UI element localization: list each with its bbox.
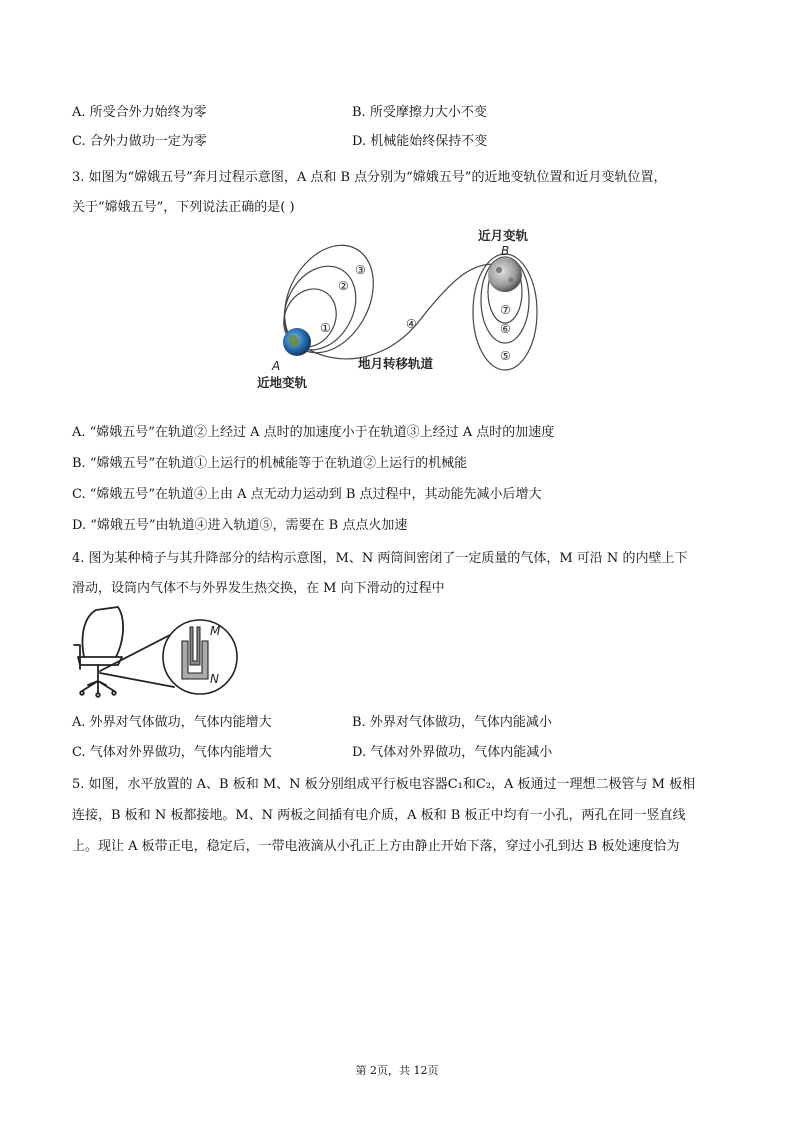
orbit-5-label: ⑤ [500,349,511,363]
q3-option-d: D. “嫦娥五号”由轨道④进入轨道⑤，需要在 B 点点火加速 [72,518,408,533]
q5-line2: 连接，B 板和 N 板都接地。M、N 两板之间插有电介质，A 板和 B 板正中均有一小孔，两孔在同一竖直线 [72,808,686,823]
orbit-1-label: ① [320,321,331,335]
q4-option-b: B. 外界对气体做功，气体内能减小 [352,715,552,730]
orbit-6-label: ⑥ [500,322,511,336]
q3-option-c: C. “嫦娥五号”在轨道④上由 A 点无动力运动到 B 点过程中，其动能先减小后增大 [72,487,542,502]
q3-option-b: B. “嫦娥五号”在轨道①上运行的机械能等于在轨道②上运行的机械能 [72,456,468,471]
q2-option-c: C. 合外力做功一定为零 [72,134,207,149]
q3-orbit-figure [245,220,565,395]
q4-stem-line2: 滑动，设筒内气体不与外界发生热交换，在 M 向下滑动的过程中 [72,581,445,596]
label-m: M [210,624,221,638]
label-near-earth: 近地变轨 [257,375,308,390]
page-footer: 第 2页，共 12页 [355,1064,439,1077]
transfer-orbit-4 [295,264,503,359]
q2-option-a: A. 所受合外力始终为零 [72,105,207,120]
label-b: B [501,244,510,258]
moon-image [488,258,522,292]
orbit-3-label: ③ [355,263,366,277]
orbit-4-label: ④ [406,317,417,331]
q3-option-a: A. “嫦娥五号”在轨道②上经过 A 点时的加速度小于在轨道③上经过 A 点时的加速度 [72,425,555,440]
orbit-2-label: ② [338,279,349,293]
label-transfer-orbit: 地月转移轨道 [358,356,434,371]
q3-stem-line2: 关于“嫦娥五号”，下列说法正确的是( ) [72,200,295,215]
q4-option-a: A. 外界对气体做功，气体内能增大 [72,715,272,730]
q5-line1: 5. 如图，水平放置的 A、B 板和 M、N 板分别组成平行板电容器C₁和C₂，A 板通过一理想二极管与 M 板相 [72,777,696,792]
q4-option-c: C. 气体对外界做功，气体内能增大 [72,745,272,760]
q4-option-d: D. 气体对外界做功，气体内能减小 [352,745,553,760]
orbit-7-label: ⑦ [500,303,511,317]
label-near-moon: 近月变轨 [478,228,529,243]
label-n: N [210,672,219,686]
q3-stem-line1: 3. 如图为“嫦娥五号”奔月过程示意图，A 点和 B 点分别为“嫦娥五号”的近地变轨位置和近月变轨位置， [72,170,667,185]
q4-chair-figure [70,605,240,700]
label-a: A [272,359,281,373]
q2-option-d: D. 机械能始终保持不变 [352,134,488,149]
chair-base [82,681,114,693]
chair-back [83,607,124,657]
q5-line3: 上。现让 A 板带正电，稳定后，一带电液滴从小孔正上方由静止开始下落，穿过小孔到达 B 板处速度恰为 [72,839,680,854]
q2-option-b: B. 所受摩擦力大小不变 [352,105,487,120]
q4-stem-line1: 4. 图为某种椅子与其升降部分的结构示意图，M、N 两筒间密闭了一定质量的气体，M 可沿 N 的内壁上下 [72,551,688,566]
